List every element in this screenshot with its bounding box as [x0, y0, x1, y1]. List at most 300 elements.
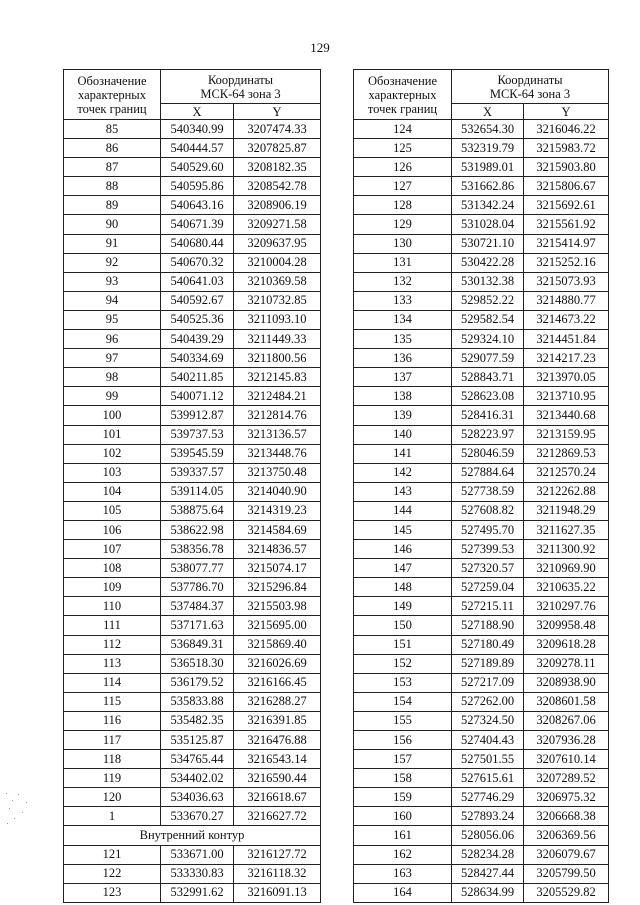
x-coordinate-cell: 528056.06 — [452, 826, 524, 845]
x-coordinate-cell: 536518.30 — [161, 654, 234, 673]
x-coordinate-cell: 528634.99 — [452, 883, 524, 902]
y-coordinate-cell: 3215073.93 — [524, 272, 609, 291]
y-coordinate-cell: 3205529.82 — [524, 883, 609, 902]
y-coordinate-cell: 3216627.72 — [234, 807, 321, 826]
table-row — [354, 540, 609, 559]
point-number-cell: 90 — [64, 215, 161, 234]
table-row — [354, 635, 609, 654]
table-row — [64, 120, 321, 139]
designation-header — [64, 70, 161, 120]
point-number-cell: 92 — [64, 253, 161, 272]
y-coordinate-cell: 3214319.23 — [234, 501, 321, 520]
y-coordinate-cell: 3208938.90 — [524, 673, 609, 692]
table-row — [354, 826, 609, 845]
designation-header-line: Обозначение — [367, 73, 438, 88]
x-coordinate-cell: 540680.44 — [161, 234, 234, 253]
designation-header-line: характерных — [78, 87, 146, 102]
x-coordinate-cell: 532319.79 — [452, 139, 524, 158]
y-coordinate-cell: 3209271.58 — [234, 215, 321, 234]
point-number-cell: 130 — [354, 234, 452, 253]
y-coordinate-cell: 3215695.00 — [234, 616, 321, 635]
x-coordinate-cell: 527404.43 — [452, 731, 524, 750]
x-coordinate-cell: 527495.70 — [452, 520, 524, 539]
table-row — [354, 597, 609, 616]
point-number-cell: 162 — [354, 845, 452, 864]
table-row — [354, 387, 609, 406]
y-coordinate-cell: 3212869.53 — [524, 444, 609, 463]
point-number-cell: 126 — [354, 158, 452, 177]
point-number-cell: 140 — [354, 425, 452, 444]
point-number-cell: 106 — [64, 520, 161, 539]
point-number-cell: 120 — [64, 788, 161, 807]
point-number-cell: 110 — [64, 597, 161, 616]
x-coordinate-cell: 540340.99 — [161, 120, 234, 139]
x-coordinate-cell: 537171.63 — [161, 616, 234, 635]
x-coordinate-cell: 540671.39 — [161, 215, 234, 234]
y-coordinate-cell: 3206369.56 — [524, 826, 609, 845]
table-row — [354, 750, 609, 769]
point-number-cell: 129 — [354, 215, 452, 234]
point-number-cell: 94 — [64, 291, 161, 310]
y-coordinate-cell: 3214040.90 — [234, 482, 321, 501]
x-coordinate-cell: 527217.09 — [452, 673, 524, 692]
table-row — [354, 769, 609, 788]
y-coordinate-cell: 3213159.95 — [524, 425, 609, 444]
point-number-cell: 97 — [64, 349, 161, 368]
y-coordinate-cell: 3207610.14 — [524, 750, 609, 769]
y-coordinate-cell: 3210732.85 — [234, 291, 321, 310]
x-coordinate-cell: 527615.61 — [452, 769, 524, 788]
y-coordinate-cell: 3210369.58 — [234, 272, 321, 291]
table-row — [64, 406, 321, 425]
point-number-cell: 161 — [354, 826, 452, 845]
x-coordinate-cell: 531342.24 — [452, 196, 524, 215]
x-coordinate-cell: 533670.27 — [161, 807, 234, 826]
table-row — [64, 291, 321, 310]
y-coordinate-cell: 3214836.57 — [234, 540, 321, 559]
page-number: 129 — [310, 40, 330, 55]
point-number-cell: 127 — [354, 177, 452, 196]
table-row — [64, 501, 321, 520]
x-coordinate-cell: 536849.31 — [161, 635, 234, 654]
x-coordinate-cell: 527259.04 — [452, 578, 524, 597]
y-coordinate-cell: 3216118.32 — [234, 864, 321, 883]
y-coordinate-cell: 3212145.83 — [234, 368, 321, 387]
point-number-cell: 104 — [64, 482, 161, 501]
designation-header-line: точек границ — [367, 101, 438, 116]
table-row — [354, 139, 609, 158]
point-number-cell: 98 — [64, 368, 161, 387]
x-coordinate-cell: 535482.35 — [161, 711, 234, 730]
x-coordinate-cell: 539337.57 — [161, 463, 234, 482]
designation-header-line: характерных — [368, 87, 437, 102]
y-coordinate-cell: 3209958.48 — [524, 616, 609, 635]
coordinates-table-left — [63, 69, 321, 903]
table-row — [354, 425, 609, 444]
x-coordinate-cell: 528427.44 — [452, 864, 524, 883]
point-number-cell: 141 — [354, 444, 452, 463]
table-row — [64, 616, 321, 635]
table-row — [354, 349, 609, 368]
x-coordinate-cell: 527893.24 — [452, 807, 524, 826]
y-coordinate-cell: 3210635.22 — [524, 578, 609, 597]
x-coordinate-cell: 530721.10 — [452, 234, 524, 253]
x-coordinate-cell: 527189.89 — [452, 654, 524, 673]
x-coordinate-cell: 540592.67 — [161, 291, 234, 310]
table-row — [354, 616, 609, 635]
point-number-cell: 139 — [354, 406, 452, 425]
x-coordinate-cell: 530422.28 — [452, 253, 524, 272]
y-column-header: Y — [524, 104, 609, 120]
point-number-cell: 158 — [354, 769, 452, 788]
table-row — [354, 731, 609, 750]
y-coordinate-cell: 3215561.92 — [524, 215, 609, 234]
y-coordinate-cell: 3205799.50 — [524, 864, 609, 883]
coordinates-header — [161, 70, 321, 104]
x-coordinate-cell: 534765.44 — [161, 750, 234, 769]
point-number-cell: 144 — [354, 501, 452, 520]
x-coordinate-cell: 537484.37 — [161, 597, 234, 616]
coordinates-header-line: МСК-64 зона 3 — [200, 86, 281, 101]
point-number-cell: 122 — [64, 864, 161, 883]
designation-header-line: Обозначение — [77, 73, 147, 88]
y-coordinate-cell: 3208267.06 — [524, 711, 609, 730]
point-number-cell: 145 — [354, 520, 452, 539]
x-coordinate-cell: 535125.87 — [161, 731, 234, 750]
coordinates-header-line: МСК-64 зона 3 — [489, 86, 571, 101]
y-coordinate-cell: 3216543.14 — [234, 750, 321, 769]
point-number-cell: 134 — [354, 310, 452, 329]
x-coordinate-cell: 529582.54 — [452, 310, 524, 329]
x-coordinate-cell: 540071.12 — [161, 387, 234, 406]
point-number-cell: 152 — [354, 654, 452, 673]
x-coordinate-cell: 540643.16 — [161, 196, 234, 215]
table-row — [64, 444, 321, 463]
table-row — [354, 673, 609, 692]
coordinates-header-line: Координаты — [207, 72, 274, 87]
table-row — [354, 692, 609, 711]
table-row — [64, 330, 321, 349]
y-coordinate-cell: 3209278.11 — [524, 654, 609, 673]
y-coordinate-cell: 3207936.28 — [524, 731, 609, 750]
x-coordinate-cell: 539912.87 — [161, 406, 234, 425]
point-number-cell: 114 — [64, 673, 161, 692]
x-coordinate-cell: 528046.59 — [452, 444, 524, 463]
table-row — [354, 788, 609, 807]
x-coordinate-cell: 527501.55 — [452, 750, 524, 769]
table-row — [354, 711, 609, 730]
x-coordinate-cell: 527180.49 — [452, 635, 524, 654]
point-number-cell: 156 — [354, 731, 452, 750]
y-coordinate-cell: 3215503.98 — [234, 597, 321, 616]
x-coordinate-cell: 527738.59 — [452, 482, 524, 501]
table-row — [354, 158, 609, 177]
x-coordinate-cell: 534402.02 — [161, 769, 234, 788]
inner-contour-label: Внутренний контур — [64, 826, 321, 845]
point-number-cell: 146 — [354, 540, 452, 559]
table-row — [64, 482, 321, 501]
table-row — [64, 215, 321, 234]
point-number-cell: 135 — [354, 330, 452, 349]
x-coordinate-cell: 529324.10 — [452, 330, 524, 349]
y-coordinate-cell: 3216618.67 — [234, 788, 321, 807]
point-number-cell: 112 — [64, 635, 161, 654]
y-coordinate-cell: 3210004.28 — [234, 253, 321, 272]
designation-header-line: точек границ — [77, 101, 147, 116]
point-number-cell: 142 — [354, 463, 452, 482]
y-coordinate-cell: 3216026.69 — [234, 654, 321, 673]
x-coordinate-cell: 527215.11 — [452, 597, 524, 616]
y-coordinate-cell: 3213970.05 — [524, 368, 609, 387]
point-number-cell: 113 — [64, 654, 161, 673]
table-row — [354, 234, 609, 253]
y-coordinate-cell: 3207474.33 — [234, 120, 321, 139]
point-number-cell: 157 — [354, 750, 452, 769]
x-coordinate-cell: 538875.64 — [161, 501, 234, 520]
point-number-cell: 118 — [64, 750, 161, 769]
x-coordinate-cell: 527188.90 — [452, 616, 524, 635]
y-coordinate-cell: 3215296.84 — [234, 578, 321, 597]
table-row — [354, 501, 609, 520]
table-row — [64, 769, 321, 788]
y-coordinate-cell: 3208906.19 — [234, 196, 321, 215]
x-coordinate-cell: 529852.22 — [452, 291, 524, 310]
point-number-cell: 159 — [354, 788, 452, 807]
y-coordinate-cell: 3206975.32 — [524, 788, 609, 807]
y-coordinate-cell: 3211800.56 — [234, 349, 321, 368]
table-row — [64, 578, 321, 597]
y-coordinate-cell: 3215903.80 — [524, 158, 609, 177]
x-coordinate-cell: 540529.60 — [161, 158, 234, 177]
point-number-cell: 99 — [64, 387, 161, 406]
y-coordinate-cell: 3211449.33 — [234, 330, 321, 349]
y-coordinate-cell: 3209637.95 — [234, 234, 321, 253]
y-coordinate-cell: 3208182.35 — [234, 158, 321, 177]
x-coordinate-cell: 527608.82 — [452, 501, 524, 520]
point-number-cell: 125 — [354, 139, 452, 158]
coordinates-header — [452, 70, 609, 104]
x-coordinate-cell: 530132.38 — [452, 272, 524, 291]
x-coordinate-cell: 527746.29 — [452, 788, 524, 807]
x-coordinate-cell: 532654.30 — [452, 120, 524, 139]
y-coordinate-cell: 3215869.40 — [234, 635, 321, 654]
table-row — [354, 368, 609, 387]
point-number-cell: 109 — [64, 578, 161, 597]
point-number-cell: 88 — [64, 177, 161, 196]
point-number-cell: 89 — [64, 196, 161, 215]
y-coordinate-cell: 3213750.48 — [234, 463, 321, 482]
x-coordinate-cell: 540641.03 — [161, 272, 234, 291]
coordinates-header-line: Координаты — [497, 72, 563, 87]
x-coordinate-cell: 539545.59 — [161, 444, 234, 463]
x-coordinate-cell: 527884.64 — [452, 463, 524, 482]
x-coordinate-cell: 533671.00 — [161, 845, 234, 864]
point-number-cell: 124 — [354, 120, 452, 139]
y-coordinate-cell: 3212484.21 — [234, 387, 321, 406]
y-coordinate-cell: 3212570.24 — [524, 463, 609, 482]
table-row — [354, 559, 609, 578]
x-coordinate-cell: 535833.88 — [161, 692, 234, 711]
table-row — [354, 177, 609, 196]
point-number-cell: 111 — [64, 616, 161, 635]
table-row — [354, 578, 609, 597]
x-coordinate-cell: 540670.32 — [161, 253, 234, 272]
y-coordinate-cell: 3216391.85 — [234, 711, 321, 730]
x-coordinate-cell: 531028.04 — [452, 215, 524, 234]
table-row — [64, 807, 321, 826]
point-number-cell: 105 — [64, 501, 161, 520]
y-coordinate-cell: 3214217.23 — [524, 349, 609, 368]
point-number-cell: 93 — [64, 272, 161, 291]
y-coordinate-cell: 3216127.72 — [234, 845, 321, 864]
x-coordinate-cell: 540525.36 — [161, 310, 234, 329]
x-coordinate-cell: 532991.62 — [161, 883, 234, 902]
y-coordinate-cell: 3206668.38 — [524, 807, 609, 826]
point-number-cell: 132 — [354, 272, 452, 291]
point-number-cell: 1 — [64, 807, 161, 826]
y-coordinate-cell: 3213136.57 — [234, 425, 321, 444]
table-row — [64, 711, 321, 730]
table-row — [64, 731, 321, 750]
y-coordinate-cell: 3211300.92 — [524, 540, 609, 559]
table-row — [64, 368, 321, 387]
x-coordinate-cell: 536179.52 — [161, 673, 234, 692]
y-coordinate-cell: 3207289.52 — [524, 769, 609, 788]
x-coordinate-cell: 533330.83 — [161, 864, 234, 883]
table-row — [354, 196, 609, 215]
y-coordinate-cell: 3216166.45 — [234, 673, 321, 692]
x-coordinate-cell: 527320.57 — [452, 559, 524, 578]
point-number-cell: 102 — [64, 444, 161, 463]
table-row — [354, 406, 609, 425]
point-number-cell: 153 — [354, 673, 452, 692]
y-coordinate-cell: 3214880.77 — [524, 291, 609, 310]
table-row — [354, 883, 609, 902]
table-row — [64, 425, 321, 444]
point-number-cell: 103 — [64, 463, 161, 482]
y-coordinate-cell: 3216590.44 — [234, 769, 321, 788]
table-row — [64, 234, 321, 253]
point-number-cell: 164 — [354, 883, 452, 902]
x-coordinate-cell: 528223.97 — [452, 425, 524, 444]
y-coordinate-cell: 3216046.22 — [524, 120, 609, 139]
table-row — [64, 520, 321, 539]
table-row — [354, 482, 609, 501]
y-coordinate-cell: 3216091.13 — [234, 883, 321, 902]
point-number-cell: 85 — [64, 120, 161, 139]
x-coordinate-cell: 540334.69 — [161, 349, 234, 368]
point-number-cell: 147 — [354, 559, 452, 578]
y-coordinate-cell: 3215414.97 — [524, 234, 609, 253]
table-row — [64, 387, 321, 406]
y-coordinate-cell: 3208542.78 — [234, 177, 321, 196]
point-number-cell: 136 — [354, 349, 452, 368]
x-coordinate-cell: 539114.05 — [161, 482, 234, 501]
point-number-cell: 163 — [354, 864, 452, 883]
y-coordinate-cell: 3211627.35 — [524, 520, 609, 539]
x-coordinate-cell: 540439.29 — [161, 330, 234, 349]
x-coordinate-cell: 527399.53 — [452, 540, 524, 559]
point-number-cell: 115 — [64, 692, 161, 711]
table-row — [64, 253, 321, 272]
table-row — [354, 253, 609, 272]
y-coordinate-cell: 3215983.72 — [524, 139, 609, 158]
point-number-cell: 101 — [64, 425, 161, 444]
inner-contour-row — [64, 826, 321, 845]
y-coordinate-cell: 3210297.76 — [524, 597, 609, 616]
y-coordinate-cell: 3215692.61 — [524, 196, 609, 215]
table-row — [354, 444, 609, 463]
table-row — [64, 692, 321, 711]
table-row — [64, 654, 321, 673]
x-coordinate-cell: 538622.98 — [161, 520, 234, 539]
y-coordinate-cell: 3213710.95 — [524, 387, 609, 406]
table-row — [64, 349, 321, 368]
x-coordinate-cell: 528416.31 — [452, 406, 524, 425]
point-number-cell: 91 — [64, 234, 161, 253]
table-row — [64, 177, 321, 196]
point-number-cell: 131 — [354, 253, 452, 272]
y-coordinate-cell: 3206079.67 — [524, 845, 609, 864]
point-number-cell: 128 — [354, 196, 452, 215]
table-row — [354, 845, 609, 864]
x-coordinate-cell: 528623.08 — [452, 387, 524, 406]
table-row — [64, 673, 321, 692]
point-number-cell: 108 — [64, 559, 161, 578]
point-number-cell: 143 — [354, 482, 452, 501]
x-coordinate-cell: 540444.57 — [161, 139, 234, 158]
coordinates-table-right — [353, 69, 609, 903]
point-number-cell: 87 — [64, 158, 161, 177]
point-number-cell: 137 — [354, 368, 452, 387]
table-row — [64, 463, 321, 482]
y-coordinate-cell: 3215252.16 — [524, 253, 609, 272]
x-coordinate-cell: 527262.00 — [452, 692, 524, 711]
point-number-cell: 151 — [354, 635, 452, 654]
point-number-cell: 133 — [354, 291, 452, 310]
point-number-cell: 148 — [354, 578, 452, 597]
point-number-cell: 149 — [354, 597, 452, 616]
table-row — [64, 750, 321, 769]
table-row — [64, 635, 321, 654]
table-row — [64, 139, 321, 158]
point-number-cell: 116 — [64, 711, 161, 730]
table-row — [64, 883, 321, 902]
table-row — [354, 291, 609, 310]
y-coordinate-cell: 3208601.58 — [524, 692, 609, 711]
y-coordinate-cell: 3211948.29 — [524, 501, 609, 520]
x-coordinate-cell: 531989.01 — [452, 158, 524, 177]
y-coordinate-cell: 3211093.10 — [234, 310, 321, 329]
x-coordinate-cell: 537786.70 — [161, 578, 234, 597]
table-row — [354, 463, 609, 482]
table-row — [354, 215, 609, 234]
y-coordinate-cell: 3213448.76 — [234, 444, 321, 463]
table-row — [354, 654, 609, 673]
table-row — [64, 559, 321, 578]
point-number-cell: 160 — [354, 807, 452, 826]
y-coordinate-cell: 3215806.67 — [524, 177, 609, 196]
y-column-header: Y — [234, 104, 321, 120]
y-coordinate-cell: 3214451.84 — [524, 330, 609, 349]
point-number-cell: 96 — [64, 330, 161, 349]
table-row — [64, 272, 321, 291]
point-number-cell: 154 — [354, 692, 452, 711]
y-coordinate-cell: 3216288.27 — [234, 692, 321, 711]
y-coordinate-cell: 3210969.90 — [524, 559, 609, 578]
x-column-header: X — [452, 104, 524, 120]
y-coordinate-cell: 3215074.17 — [234, 559, 321, 578]
